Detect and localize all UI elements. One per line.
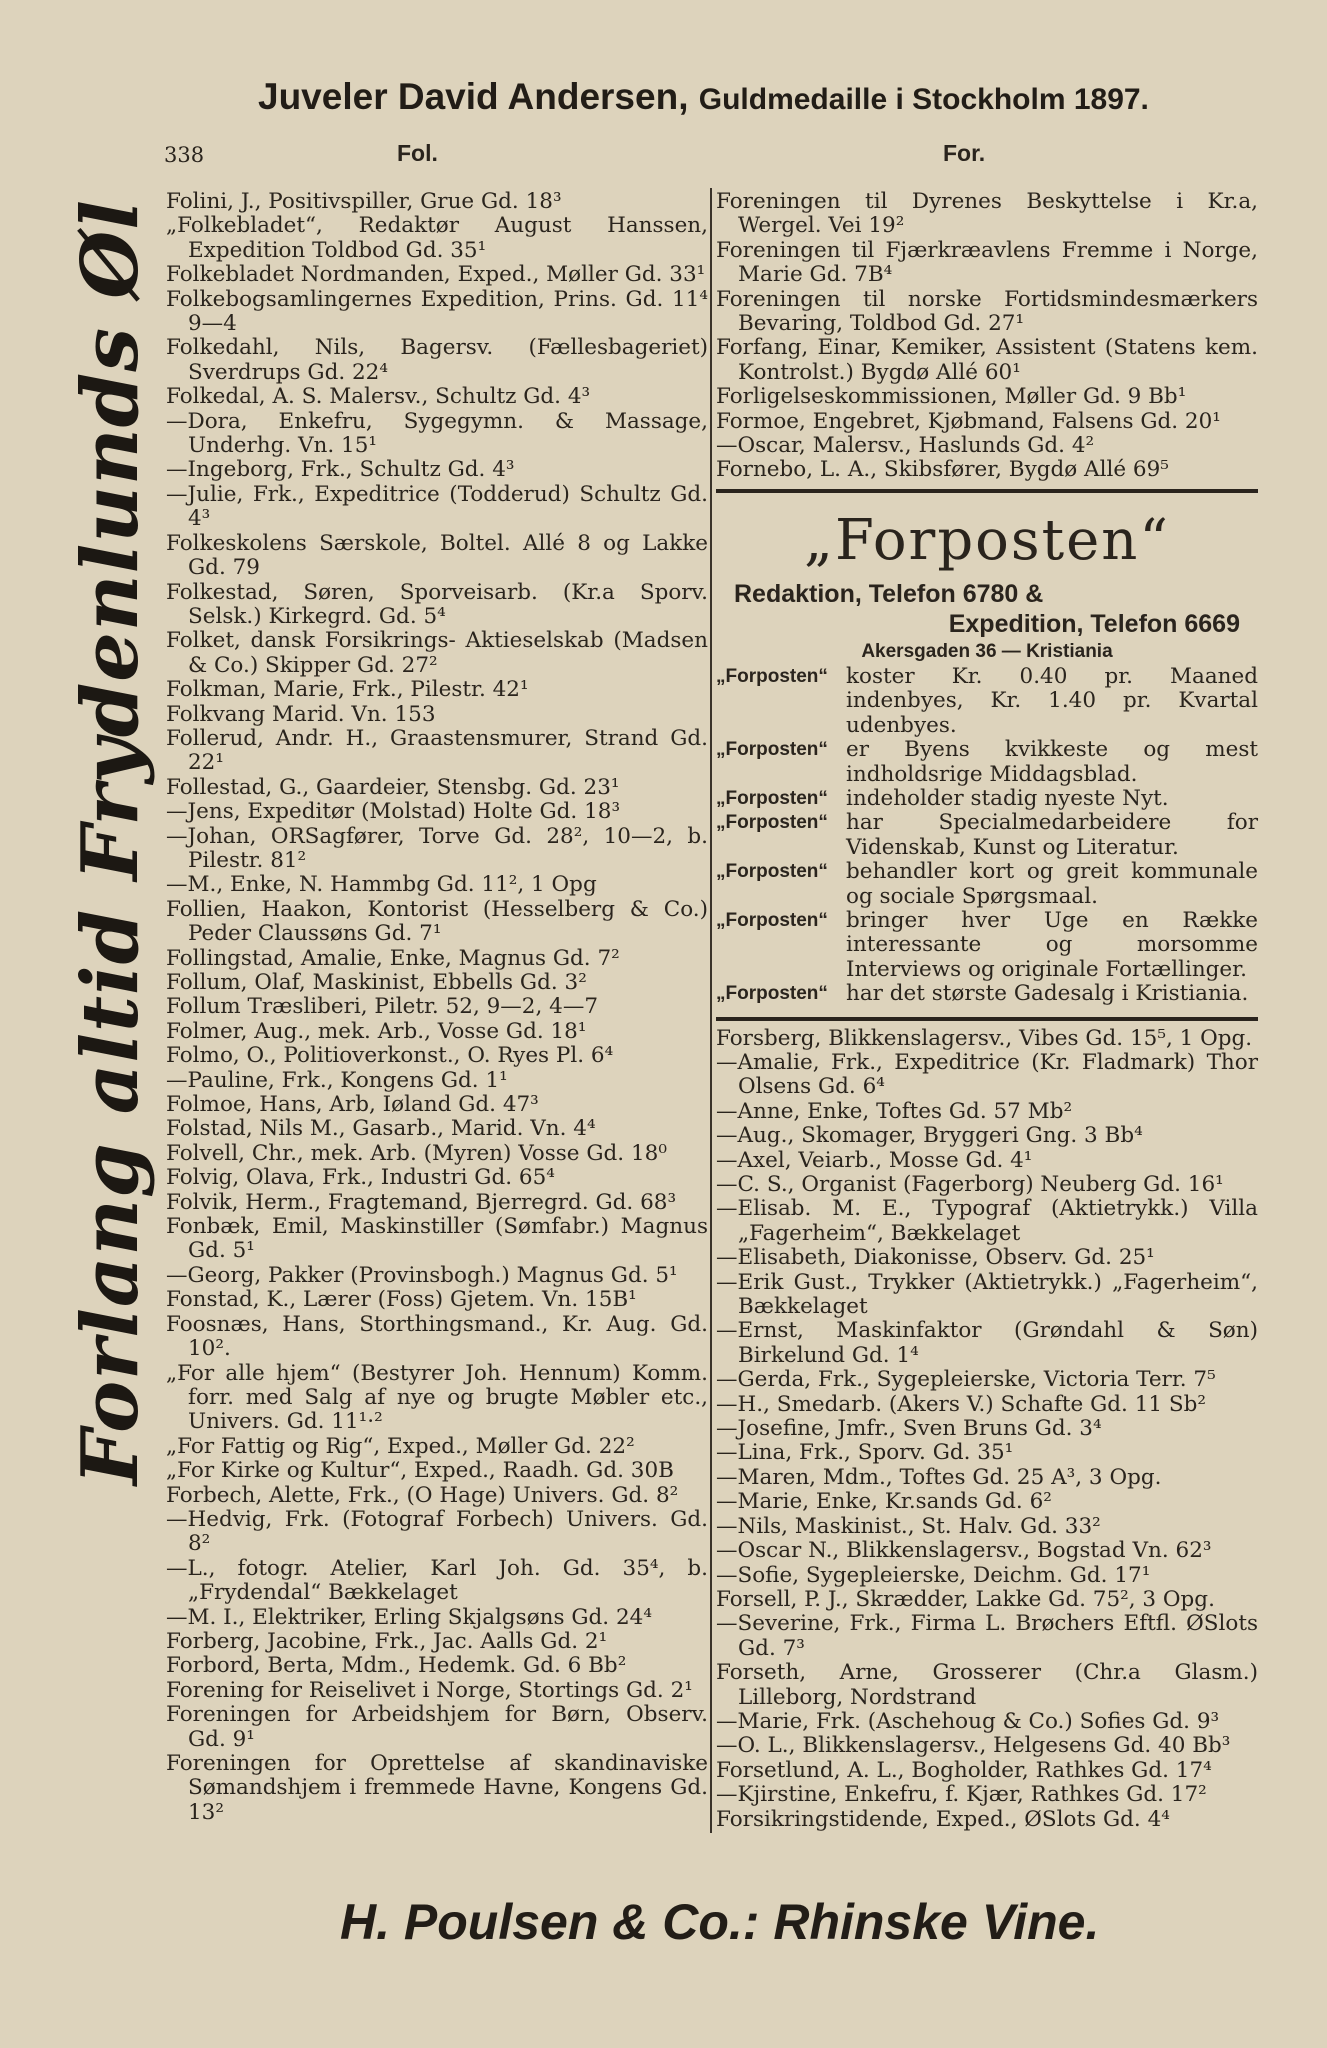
left-column <box>166 190 708 1825</box>
directory-entry: Folini, J., Positivspiller, Grue Gd. 18³ <box>166 189 562 214</box>
directory-entry: Fonstad, K., Lærer (Foss) Gjetem. Vn. 15B¹ <box>166 1287 637 1313</box>
ad-row-label: „Forposten“ <box>716 739 828 761</box>
ad-redaktion: Redaktion, Telefon 6780 & <box>734 579 1044 608</box>
ad-expedition: Expedition, Telefon 6669 <box>948 609 1240 638</box>
ad-row-label: „Forposten“ <box>716 861 828 883</box>
directory-entry: —M. I., Elektriker, Erling Skjalgsøns Gd. 24⁴ <box>166 1604 652 1630</box>
directory-entry: Folkestad, Søren, Sporveisarb. (Kr.a Sporv. Selsk.) Kirkegrd. Gd. 5⁴ <box>166 579 708 629</box>
directory-entry: —H., Smedarb. (Akers V.) Schafte Gd. 11 Sb² <box>716 1391 1207 1417</box>
ad-row-text: behandler kort og greit kommunale og sociale Spørgsmaal. <box>846 859 1258 909</box>
right-column-head: For. <box>943 140 986 166</box>
directory-entry: —Anne, Enke, Toftes Gd. 57 Mb² <box>716 1098 1073 1124</box>
ad-row <box>716 860 1258 909</box>
left-column-head: Fol. <box>397 140 438 166</box>
directory-entry: —Gerda, Frk., Sygepleierske, Victoria Terr. 7⁵ <box>716 1367 1216 1393</box>
directory-entry: Forfang, Einar, Kemiker, Assistent (Statens kem. Kontrolst.) Bygdø Allé 60¹ <box>716 335 1258 385</box>
directory-entry: Foreningen til Dyrenes Beskyttelse i Kr.a, Wergel. Vei 19² <box>716 189 1258 239</box>
ad-row-label: „Forposten“ <box>716 983 828 1005</box>
directory-entry: Folmer, Aug., mek. Arb., Vosse Gd. 18¹ <box>166 1018 587 1044</box>
directory-entry: Folkvang Marid. Vn. 153 <box>166 701 436 727</box>
ad-row <box>716 811 1258 860</box>
ad-row <box>716 665 1258 738</box>
ad-row-text: har det største Gadesalg i Kristiania. <box>846 981 1249 1007</box>
directory-entry: Foreningen for Oprettelse af skandinaviske Sømandshjem i fremmede Havne, Kongens Gd. 13² <box>166 1751 708 1825</box>
directory-entry: —Marie, Frk. (Aschehoug & Co.) Sofies Gd. 9³ <box>716 1708 1220 1734</box>
directory-entry: —Nils, Maskinist., St. Halv. Gd. 33² <box>716 1513 1101 1539</box>
directory-entry: —C. S., Organist (Fagerborg) Neuberg Gd. 16¹ <box>716 1172 1224 1197</box>
directory-entry: Folkedahl, Nils, Bagersv. (Fællesbageriet) Sverdrups Gd. 22⁴ <box>166 335 708 385</box>
directory-entry: —Georg, Pakker (Provinsbogh.) Magnus Gd. 5¹ <box>166 1262 678 1288</box>
directory-entry: Folstad, Nils M., Gasarb., Marid. Vn. 4⁴ <box>166 1116 596 1142</box>
ad-title: „Forposten“ <box>804 507 1170 573</box>
directory-entry: —Oscar N., Blikkenslagersv., Bogstad Vn. 62³ <box>716 1538 1212 1564</box>
ad-row-text: bringer hver Uge en Række interessante og morsomme Interviews og originale Fortællinger. <box>846 907 1258 982</box>
directory-entry: Forsberg, Blikkenslagersv., Vibes Gd. 15⁵, 1 Opg. <box>716 1025 1253 1051</box>
ad-row-label: „Forposten“ <box>716 787 828 809</box>
directory-entry: —Axel, Veiarb., Mosse Gd. 4¹ <box>716 1147 1033 1173</box>
directory-entry: —Aug., Skomager, Bryggeri Gng. 3 Bb⁴ <box>716 1123 1143 1149</box>
ad-row-text: koster Kr. 0.40 pr. Maaned indenbyes, Kr. 1.40 pr. Kvartal udenbyes. <box>846 663 1258 738</box>
directory-entry: —Kjirstine, Enkefru, f. Kjær, Rathkes Gd. 17² <box>716 1782 1207 1808</box>
ad-row <box>716 982 1258 1006</box>
ad-row-text: har Specialmedarbeidere for Videnskab, Kunst og Literatur. <box>846 810 1258 860</box>
ad-row-label: „Forposten“ <box>716 812 828 834</box>
ad-rows <box>716 665 1258 1007</box>
directory-entry: Follerud, Andr. H., Graastensmurer, Strand Gd. 22¹ <box>166 725 708 776</box>
column-divider <box>710 188 712 1833</box>
directory-entry: —M., Enke, N. Hammbg Gd. 11², 1 Opg <box>166 872 597 898</box>
directory-entry: —Marie, Enke, Kr.sands Gd. 6² <box>716 1489 1052 1515</box>
ad-row <box>716 909 1258 982</box>
directory-entry: —Julie, Frk., Expeditrice (Todderud) Schultz Gd. 4³ <box>166 481 708 532</box>
directory-entry: Follingstad, Amalie, Enke, Magnus Gd. 7² <box>166 945 620 971</box>
directory-entry: —Jens, Expeditør (Molstad) Holte Gd. 18³ <box>166 799 621 825</box>
directory-entry: Folvik, Herm., Fragtemand, Bjerregrd. Gd. 68³ <box>166 1189 677 1215</box>
directory-entry: Forbord, Berta, Mdm., Hedemk. Gd. 6 Bb² <box>166 1653 627 1679</box>
directory-entry: Folket, dansk Forsikrings- Aktieselskab (Madsen & Co.) Skipper Gd. 27² <box>166 628 708 678</box>
directory-entry: „For Kirke og Kultur“, Exped., Raadh. Gd. 30B <box>166 1458 674 1484</box>
directory-entry: —O. L., Blikkenslagersv., Helgesens Gd. 40 Bb³ <box>716 1733 1231 1759</box>
ad-row <box>716 787 1258 811</box>
directory-entry: Folkebogsamlingernes Expedition, Prins. Gd. 11⁴ 9—4 <box>166 286 708 337</box>
directory-entry: Follien, Haakon, Kontorist (Hesselberg & Co.) Peder Claussøns Gd. 7¹ <box>166 896 708 947</box>
directory-entry: —L., fotogr. Atelier, Karl Joh. Gd. 35⁴, b. „Frydendal“ Bækkelaget <box>166 1555 708 1606</box>
directory-entry: Folmo, O., Politioverkonst., O. Ryes Pl. 6⁴ <box>166 1043 614 1069</box>
directory-entry: —Sofie, Sygepleierske, Deichm. Gd. 17¹ <box>716 1562 1151 1588</box>
directory-entry: —Oscar, Malersv., Haslunds Gd. 4² <box>716 433 1095 459</box>
side-advertisement: Forlang altid Frydenlunds Øl <box>65 199 156 1485</box>
directory-entry: Folkedal, A. S. Malersv., Schultz Gd. 4³ <box>166 384 591 410</box>
page-number: 338 <box>164 143 205 167</box>
directory-entry: Folkeskolens Særskole, Boltel. Allé 8 og Lakke Gd. 79 <box>166 530 708 581</box>
directory-entry: —Maren, Mdm., Toftes Gd. 25 A³, 3 Opg. <box>716 1464 1162 1490</box>
ad-address: Akersgaden 36 — Kristiania <box>861 640 1113 662</box>
directory-entry: Folmoe, Hans, Arb, Iøland Gd. 47³ <box>166 1092 539 1118</box>
directory-entry: Fornebo, L. A., Skibsfører, Bygdø Allé 69⁵ <box>716 457 1169 483</box>
ad-row-text: indeholder stadig nyeste Nyt. <box>846 785 1169 811</box>
directory-entry: Foreningen til Fjærkræavlens Fremme i Norge, Marie Gd. 7B⁴ <box>716 237 1258 288</box>
right-column <box>716 190 1258 1832</box>
right-bottom-entries <box>716 1027 1258 1832</box>
directory-entry: Forsell, P. J., Skrædder, Lakke Gd. 75², 3 Opg. <box>716 1586 1215 1612</box>
directory-entry: Folkebladet Nordmanden, Exped., Møller Gd. 33¹ <box>166 262 706 288</box>
directory-entry: —Johan, ORSagfører, Torve Gd. 28², 10—2, b. Pilestr. 81² <box>166 823 708 873</box>
directory-entry: —Elisabeth, Diakonisse, Observ. Gd. 25¹ <box>716 1245 1155 1271</box>
ad-row-label: „Forposten“ <box>716 665 828 687</box>
directory-entry: Fonbæk, Emil, Maskinstiller (Sømfabr.) Magnus Gd. 5¹ <box>166 1214 708 1264</box>
header-title: Juveler David Andersen, <box>258 76 689 117</box>
directory-entry: Follum Træsliberi, Piletr. 52, 9—2, 4—7 <box>166 994 599 1020</box>
directory-entry: „For Fattig og Rig“, Exped., Møller Gd. 22² <box>166 1433 635 1459</box>
header-subtitle: Guldmedaille i Stockholm 1897. <box>698 83 1149 116</box>
directory-entry: Forbech, Alette, Frk., (O Hage) Univers. Gd. 8² <box>166 1482 679 1508</box>
directory-entry: —Severine, Frk., Firma L. Brøchers Eftfl. ØSlots Gd. 7³ <box>716 1611 1258 1661</box>
directory-entry: Forseth, Arne, Grosserer (Chr.a Glasm.) Lilleborg, Nordstrand <box>716 1660 1258 1710</box>
directory-entry: „For alle hjem“ (Bestyrer Joh. Hennum) Komm. forr. med Salg af nye og brugte Møbler etc., Univers. Gd. 11¹·² <box>166 1360 708 1435</box>
directory-entry: —Ernst, Maskinfaktor (Grøndahl & Søn) Birkelund Gd. 1⁴ <box>716 1318 1258 1368</box>
directory-entry: —Ingeborg, Frk., Schultz Gd. 4³ <box>166 457 515 483</box>
directory-entry: Follestad, G., Gaardeier, Stensbg. Gd. 23¹ <box>166 774 620 800</box>
directory-entry: Forsetlund, A. L., Bogholder, Rathkes Gd. 17⁴ <box>716 1757 1212 1783</box>
directory-entry: —Amalie, Frk., Expeditrice (Kr. Fladmark) Thor Olsens Gd. 6⁴ <box>716 1049 1258 1100</box>
footer-advertisement: H. Poulsen & Co.: Rhinske Vine. <box>340 1894 1100 1950</box>
directory-entry: Formoe, Engebret, Kjøbmand, Falsens Gd. 20¹ <box>716 408 1221 434</box>
directory-entry: Forligelseskommissionen, Møller Gd. 9 Bb¹ <box>716 384 1187 410</box>
directory-entry: —Lina, Frk., Sporv. Gd. 35¹ <box>716 1440 1014 1466</box>
directory-entry: —Pauline, Frk., Kongens Gd. 1¹ <box>166 1067 508 1093</box>
directory-entry: Forberg, Jacobine, Frk., Jac. Aalls Gd. 2¹ <box>166 1628 608 1654</box>
directory-entry: Foosnæs, Hans, Storthingsmand., Kr. Aug. Gd. 10². <box>166 1311 708 1362</box>
directory-entry: Folvig, Olava, Frk., Industri Gd. 65⁴ <box>166 1165 555 1191</box>
directory-entry: Folkman, Marie, Frk., Pilestr. 42¹ <box>166 677 529 703</box>
directory-entry: Follum, Olaf, Maskinist, Ebbells Gd. 3² <box>166 970 587 995</box>
directory-entry: —Elisab. M. E., Typograf (Aktietrykk.) Villa „Fagerheim“, Bækkelaget <box>716 1196 1258 1246</box>
right-top-entries <box>716 190 1258 483</box>
directory-entry: —Dora, Enkefru, Sygegymn. & Massage, Underhg. Vn. 15¹ <box>166 408 708 459</box>
forposten-ad <box>716 499 1258 1011</box>
directory-entry: Folvell, Chr., mek. Arb. (Myren) Vosse Gd. 18⁰ <box>166 1140 667 1166</box>
directory-entry: Forsikringstidende, Exped., ØSlots Gd. 4⁴ <box>716 1806 1170 1832</box>
ad-bottom-rule <box>716 1017 1258 1021</box>
ad-row <box>716 738 1258 787</box>
directory-entry: Foreningen for Arbeidshjem for Børn, Observ. Gd. 9¹ <box>166 1702 708 1752</box>
ad-top-rule <box>716 489 1258 493</box>
ad-row-label: „Forposten“ <box>716 909 828 931</box>
page-header <box>258 76 1149 118</box>
directory-entry: Forening for Reiselivet i Norge, Stortings Gd. 2¹ <box>166 1677 693 1703</box>
directory-entry: „Folkebladet“, Redaktør August Hanssen, Expedition Toldbod Gd. 35¹ <box>166 213 708 263</box>
directory-entry: —Josefine, Jmfr., Sven Bruns Gd. 3⁴ <box>716 1416 1102 1442</box>
ad-row-text: er Byens kvikkeste og mest indholdsrige Middagsblad. <box>846 737 1258 787</box>
directory-entry: Foreningen til norske Fortidsmindesmærkers Bevaring, Toldbod Gd. 27¹ <box>716 286 1258 337</box>
directory-entry: —Hedvig, Frk. (Fotograf Forbech) Univers. Gd. 8² <box>166 1506 708 1557</box>
directory-entry: —Erik Gust., Trykker (Aktietrykk.) „Fagerheim“, Bækkelaget <box>716 1269 1258 1320</box>
